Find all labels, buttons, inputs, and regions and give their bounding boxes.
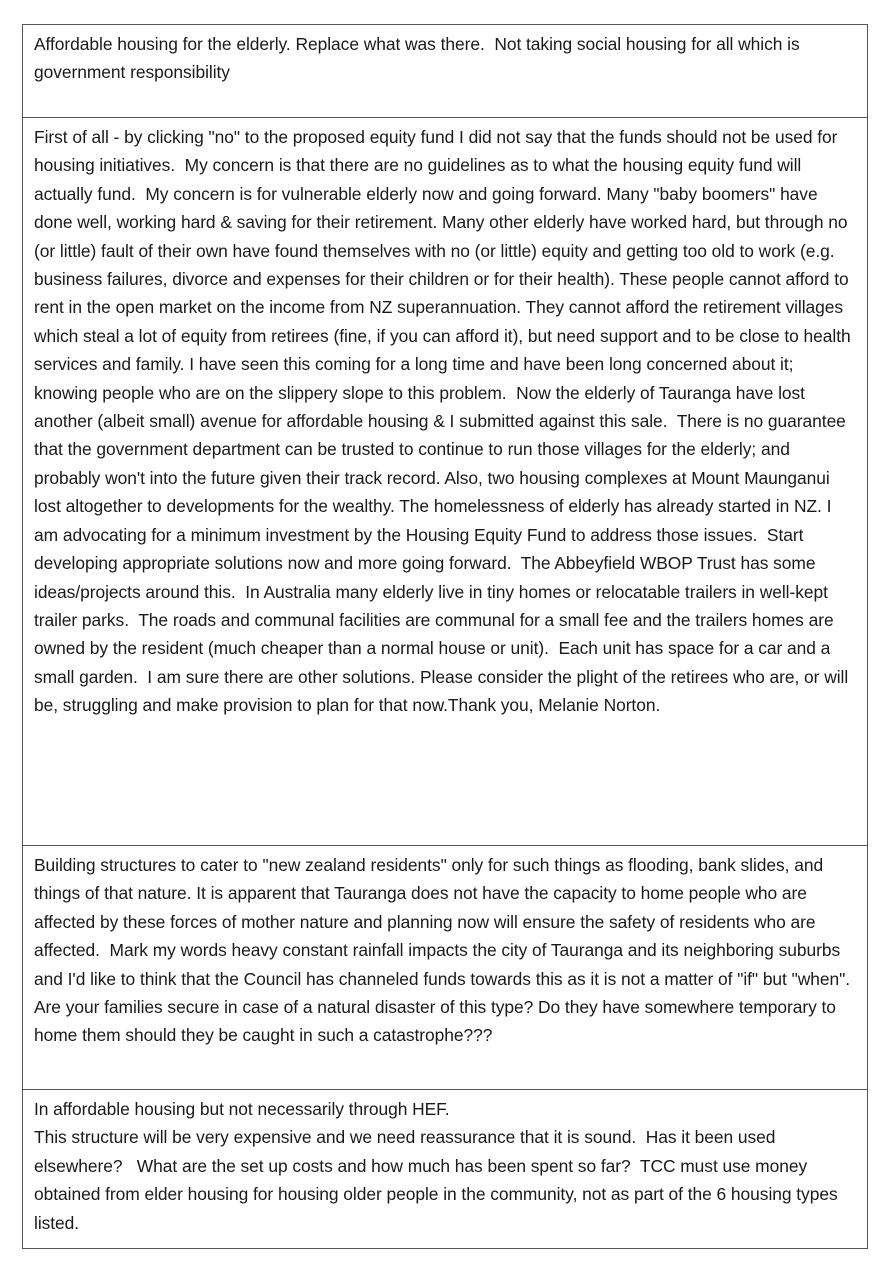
comment-text: This structure will be very expensive and we need reassurance that it is sound. Has it been used elsewhere? What are the set up costs and how much has been spent so far? TCC must use money obtained from elder housing for housing older people in the community, not as part of the 6 housing types listed. (34, 1127, 843, 1233)
comment-text: Building structures to cater to "new zealand residents" only for such things as flooding, bank slides, and things of that nature. It is apparent that Tauranga does not have the capacity to home people who are affected by these forces of mother nature and planning now will ensure the safety of residents who are affected. Mark my words heavy constant rainfall impacts the city of Tauranga and its neighboring suburbs and I'd like to think that the Council has channeled funds towards this as it is not a matter of "if" but "when". Are your families secure in case of a natural disaster of this type? Do they have somewhere temporary to home them should they be caught in such a catastrophe??? (34, 855, 859, 1046)
comment-row (23, 117, 867, 845)
comment-row (23, 1089, 867, 1248)
comment-text: Affordable housing for the elderly. Replace what was there. Not taking social housing for all which is government responsibility (34, 34, 805, 83)
comment-row (23, 25, 867, 117)
comments-table (22, 24, 868, 1249)
comment-row (23, 845, 867, 1089)
comment-text: In affordable housing but not necessarily through HEF. (34, 1099, 450, 1119)
comment-text: First of all - by clicking "no" to the proposed equity fund I did not say that the funds should not be used for housing initiatives. My concern is that there are no guidelines as to what the housing equity fund will actually fund. My concern is for vulnerable elderly now and going forward. Many "baby boomers" have done well, working hard & saving for their retirement. Many other elderly have worked hard, but through no (or little) fault of their own have found themselves with no (or little) equity and getting too old to work (e.g. business failures, divorce and expenses for their children or for their health). These people cannot afford to rent in the open market on the income from NZ superannuation. They cannot afford the retirement villages which steal a lot of equity from retirees (fine, if you can afford it), but need support and to be close to health services and family. I have seen this coming for a long time and have been long concerned about it; knowing people who are on the slippery slope to this problem. Now the elderly of Tauranga have lost another (albeit small) avenue for affordable housing & I submitted against this sale. There is no guarantee that the government department can be trusted to continue to run those villages for the elderly; and probably won't into the future given their track record. Also, two housing complexes at Mount Maunganui lost altogether to developments for the wealthy. The homelessness of elderly has already started in NZ. I am advocating for a minimum investment by the Housing Equity Fund to address those issues. Start developing appropriate solutions now and more going forward. The Abbeyfield WBOP Trust has some ideas/projects around this. In Australia many elderly live in tiny homes or relocatable trailers in well-kept trailer parks. The roads and communal facilities are communal for a small fee and the trailers homes are owned by the resident (much cheaper than a normal house or unit). Each unit has space for a car and a small garden. I am sure there are other solutions. Please consider the plight of the retirees who are, or will be, struggling and make provision to plan for that now.Thank you, Melanie Norton. (34, 127, 856, 716)
